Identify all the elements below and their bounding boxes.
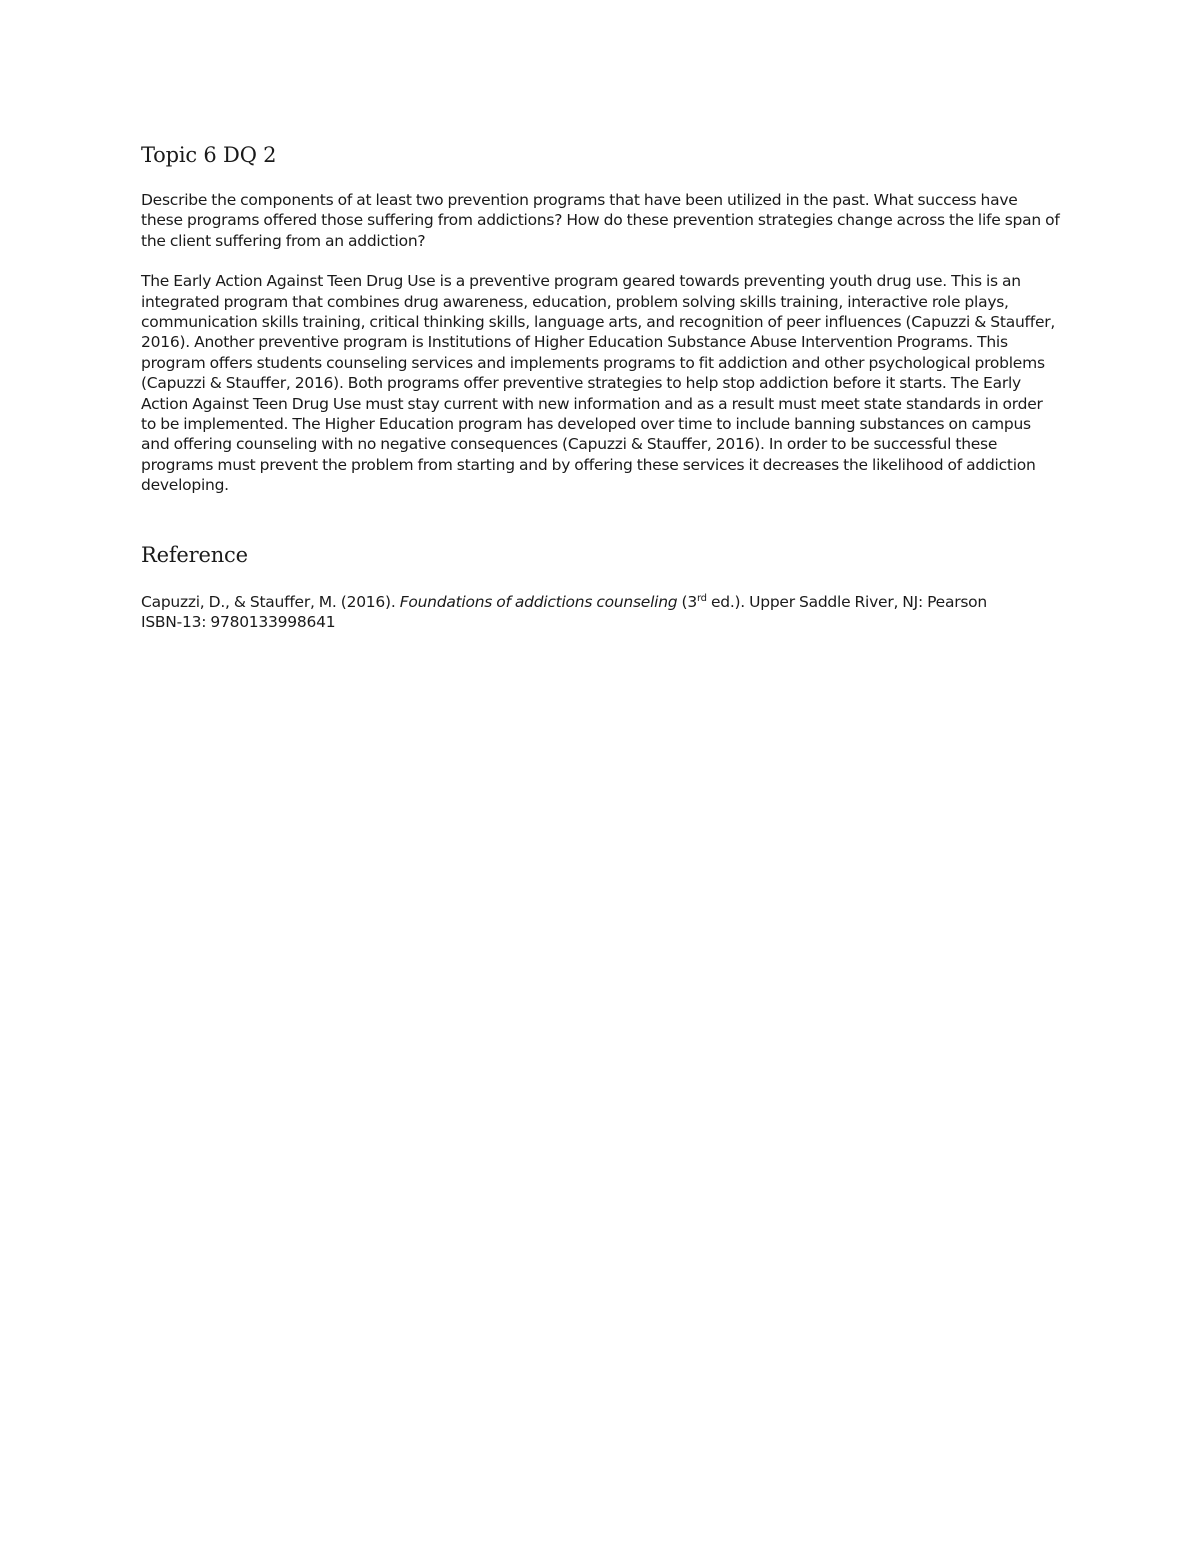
citation-publisher: ed.). Upper Saddle River, NJ: Pearson — [706, 592, 987, 611]
citation-book-title: Foundations of addictions counseling — [399, 592, 678, 611]
reference-citation — [141, 592, 1061, 633]
reference-heading: Reference — [141, 542, 248, 567]
citation-edition: (3 — [677, 592, 697, 611]
citation-authors: Capuzzi, D., & Stauffer, M. (2016). — [141, 592, 400, 611]
citation-isbn: ISBN-13: 9780133998641 — [141, 613, 336, 632]
document-page — [141, 140, 1061, 633]
document-title: Topic 6 DQ 2 — [141, 143, 277, 167]
discussion-answer: The Early Action Against Teen Drug Use is a preventive program geared towards preventing youth drug use. This is an integrated program that combines drug awareness, education, problem solving skills training, interactive role plays, communication skills training, critical thinking skills, language arts, and recognition of peer influences (Capuzzi & Stauffer, 2016). Another preventive program is Institutions of Higher Education Substance Abuse Intervention Programs. This program offers students counseling services and implements programs to fit addiction and other psychological problems (Capuzzi & Stauffer, 2016). Both programs offer preventive strategies to help stop addiction before it starts. The Early Action Against Teen Drug Use must stay current with new information and as a result must meet state standards in order to be implemented. The Higher Education program has developed over time to include banning substances on campus and offering counseling with no negative consequences (Capuzzi & Stauffer, 2016). In order to be successful these programs must prevent the problem from starting and by offering these services it decreases the likelihood of addiction developing. — [141, 272, 1056, 495]
citation-edition-suffix: rd — [696, 592, 707, 604]
discussion-question: Describe the components of at least two prevention programs that have been utilized in the past. What success have these programs offered those suffering from addictions? How do these prevention strategies change across the life span of the client suffering from an addiction? — [141, 191, 1060, 250]
